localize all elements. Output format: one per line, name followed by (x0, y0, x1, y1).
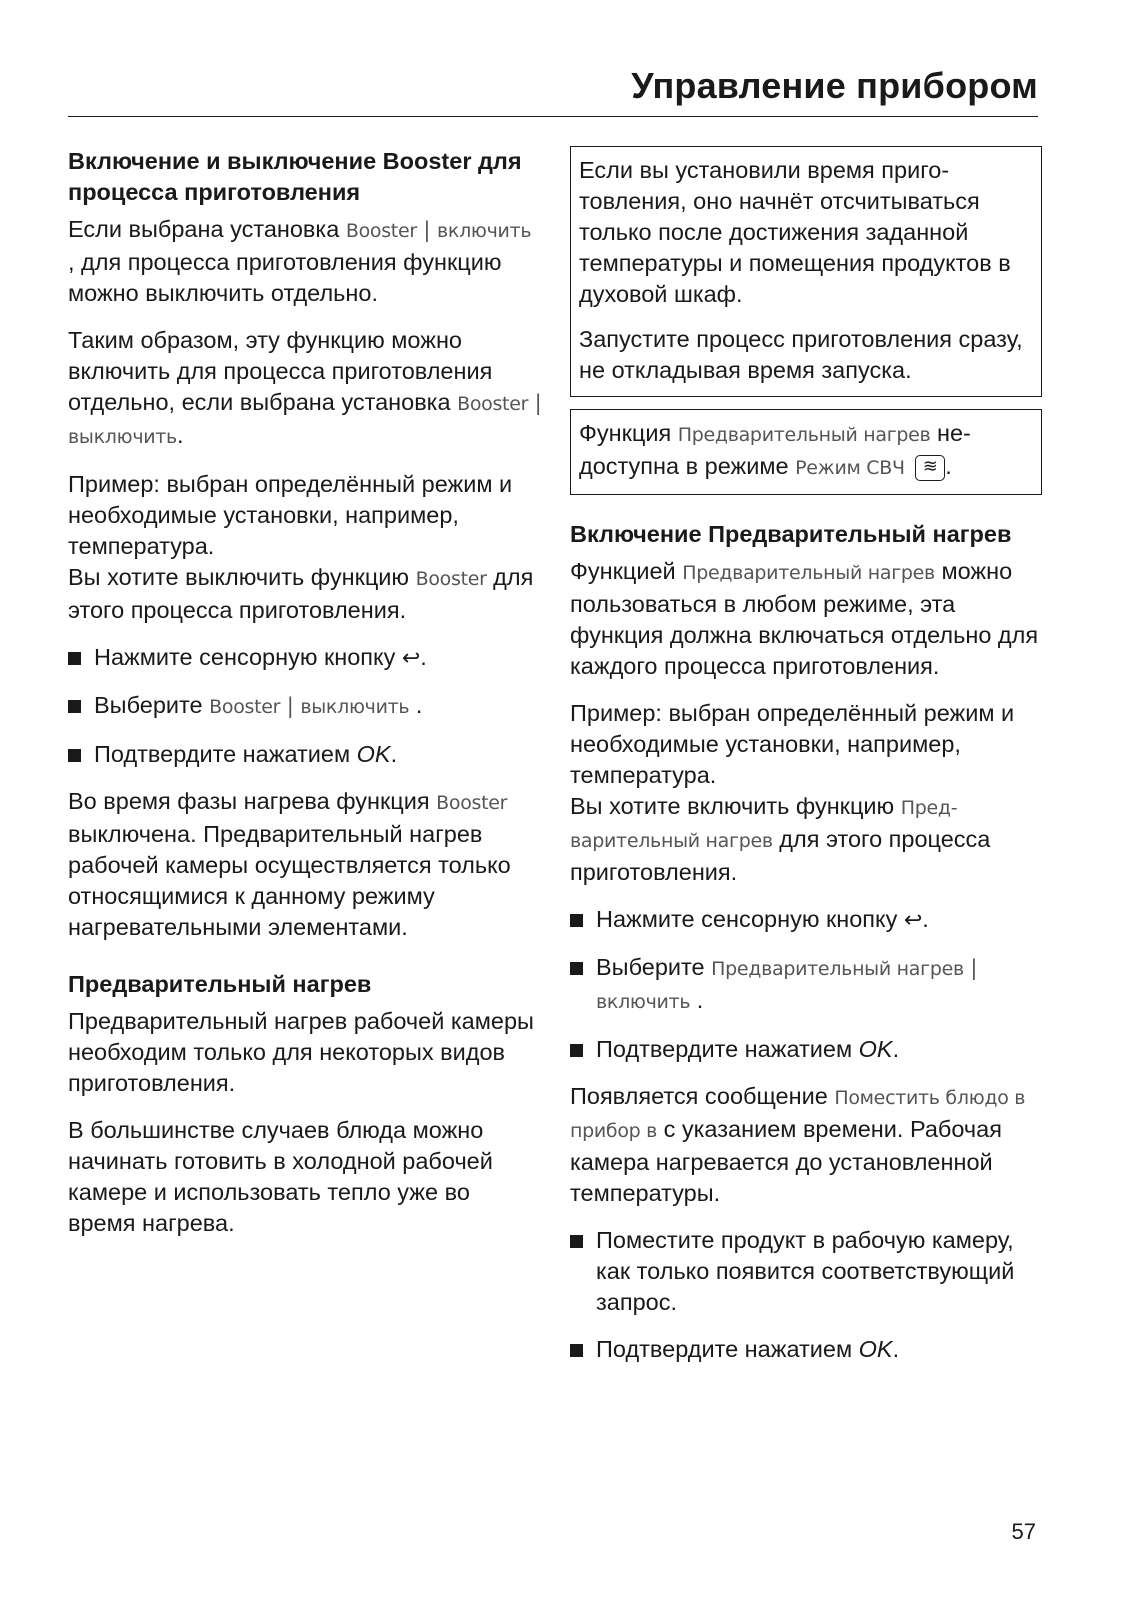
square-bullet-icon (570, 1235, 583, 1248)
square-bullet-icon (570, 1044, 583, 1057)
note-box (570, 146, 1042, 397)
display-text: Booster (209, 696, 281, 718)
paragraph: Если выбрана установка Booster | включить , для процесса приготовления функцию можно выключить отдельно. (68, 216, 532, 306)
list-item: Нажмите сенсорную кнопку ↩. (68, 642, 543, 674)
square-bullet-icon (68, 700, 81, 713)
paragraph: Функцией Предварительный нагрев можно пользоваться в любом режиме, эта функция должна включаться отдельно для каждого процесса приготовления. (570, 558, 1039, 679)
display-text: Booster (436, 792, 508, 814)
paragraph: Пример: выбран определённый режим и необходимые установки, например, температура. Вы хотите выключить функцию Booster для этого процесса приготовления. (68, 471, 534, 623)
page-title: Управление прибором (631, 65, 1038, 106)
paragraph: В большинстве случаев блюда можно начинать готовить в холодной рабочей камере и использовать тепло уже во время нагрева. (68, 1117, 493, 1236)
paragraph: Появляется сообщение Поместить блюдо в прибор в с указанием времени. Рабочая камера нагревается до установленной температуры. (570, 1083, 1026, 1206)
paragraph: Запустите процесс приготовления сразу, не откладывая время запуска. (579, 326, 1023, 383)
microwave-mode-icon: ≋ (915, 455, 945, 481)
page-header (68, 62, 1038, 117)
list-item: Выберите Предварительный нагрев | включить . (570, 952, 1042, 1018)
paragraph: Пример: выбран определённый режим и необходимые установки, например, температура. Вы хотите включить функцию Предварительный нагрев для этого процесса приготовления. (570, 700, 1015, 885)
display-text: Режим СВЧ (795, 457, 905, 479)
separator: | (970, 956, 978, 980)
list-item: Поместите продукт в рабочую камеру, как только появится соответствующий запрос. (570, 1225, 1042, 1318)
list-item: Подтвердите нажатием OK. (570, 1034, 1042, 1065)
list-item: Нажмите сенсорную кнопку ↩. (570, 904, 1042, 936)
paragraph: Если вы установили время приготовления, оно начнёт отсчитываться только после достижения заданной температуры и помещения продуктов в духовой шкаф. (579, 157, 1011, 307)
display-text: Предварительный нагрев (570, 797, 958, 852)
square-bullet-icon (68, 652, 81, 665)
display-text: Поместить блюдо в прибор в (570, 1087, 1026, 1142)
paragraph: Во время фазы нагрева функция Booster выключена. Предварительный нагрев рабочей камеры осуществляется только относящимися к данному режиму нагревательными элементами. (68, 788, 511, 940)
paragraph: Функция Предварительный нагрев недоступна в режиме Режим СВЧ ≋ . (579, 420, 971, 479)
left-column (68, 146, 543, 1255)
step-list (570, 904, 1042, 1065)
right-column (570, 146, 1042, 1381)
list-item: Выберите Booster | выключить . (68, 690, 543, 723)
section-heading-enable-preheat: Включение Предварительный нагрев (570, 521, 1012, 547)
section-heading-preheat: Предварительный нагрев (68, 971, 372, 997)
warning-box (570, 409, 1042, 495)
separator: | (423, 218, 431, 242)
ok-key-label: OK (858, 1036, 893, 1062)
display-text: выключить (300, 696, 410, 718)
square-bullet-icon (570, 1344, 583, 1357)
paragraph: Предварительный нагрев рабочей камеры необходим только для некоторых видов приготовления. (68, 1008, 534, 1096)
ok-key-label: OK (356, 741, 391, 767)
back-arrow-icon: ↩ (401, 646, 421, 671)
square-bullet-icon (570, 962, 583, 975)
section-heading-booster: Включение и выключение Booster для процесса приготовления (68, 148, 522, 205)
display-text: Booster (457, 393, 529, 415)
step-list (570, 1225, 1042, 1365)
display-text: Booster (415, 568, 487, 590)
square-bullet-icon (570, 914, 583, 927)
display-text: Предварительный нагрев (682, 562, 935, 584)
display-text: Предварительный нагрев (711, 958, 964, 980)
square-bullet-icon (68, 749, 81, 762)
list-item: Подтвердите нажатием OK. (68, 739, 543, 770)
step-list (68, 642, 543, 770)
separator: | (286, 694, 294, 718)
list-item: Подтвердите нажатием OK. (570, 1334, 1042, 1365)
ok-key-label: OK (858, 1336, 893, 1362)
display-text: Booster (345, 220, 417, 242)
display-text: выключить (68, 426, 177, 448)
paragraph: Таким образом, эту функцию можно включить для процесса приготовления отдельно, если выбрана установка Booster | выключить. (68, 327, 542, 448)
display-text: Предварительный нагрев (677, 424, 931, 446)
separator: | (534, 391, 542, 415)
display-text: включить (437, 220, 532, 242)
display-text: включить (596, 991, 691, 1013)
back-arrow-icon: ↩ (903, 908, 923, 933)
page-number: 57 (1011, 1519, 1036, 1544)
